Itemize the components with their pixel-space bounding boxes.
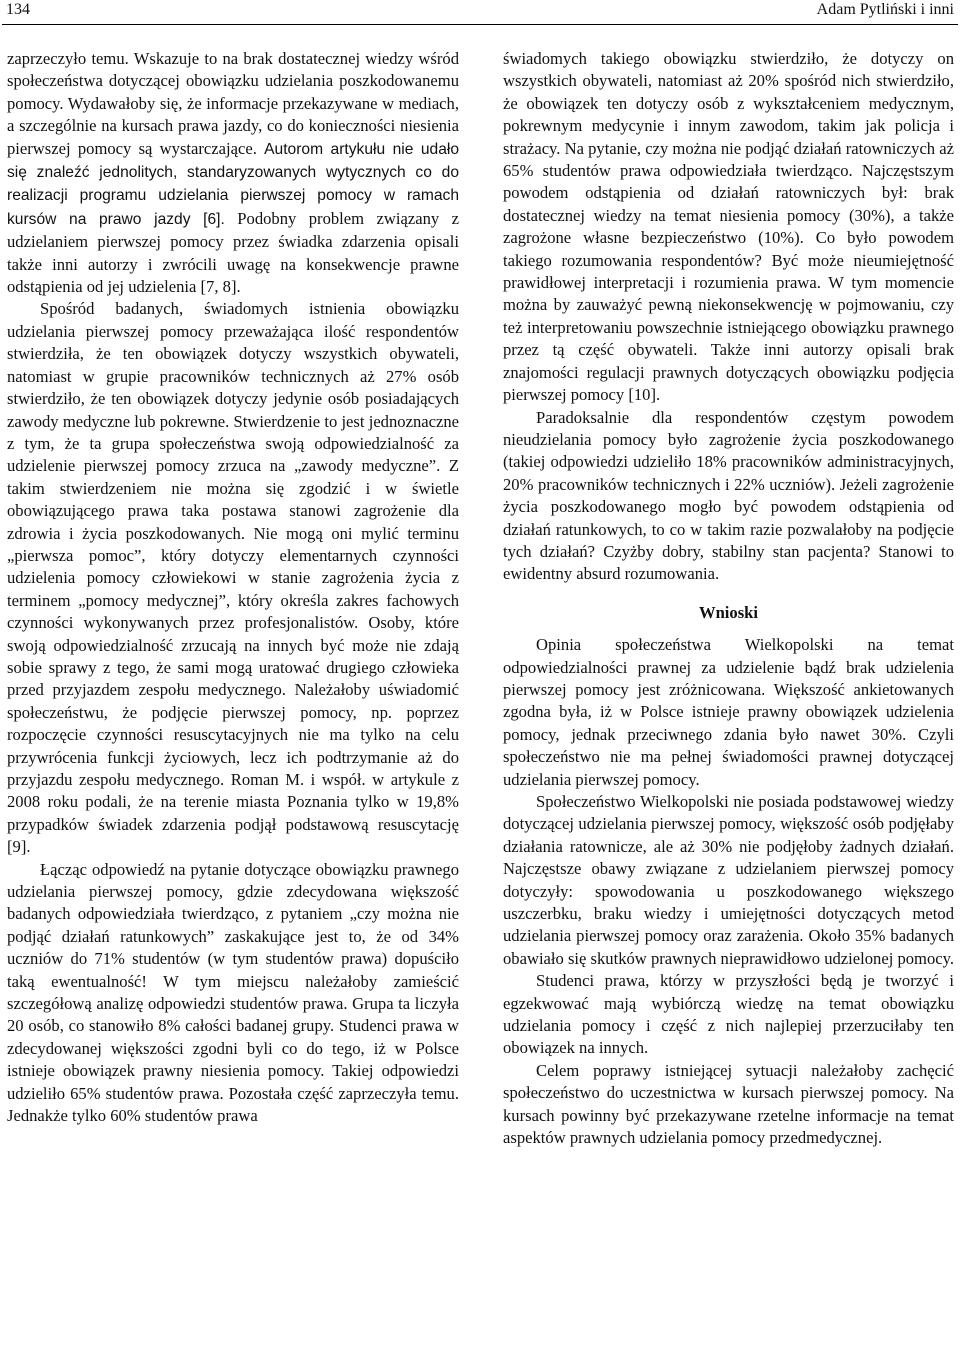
- page-number: 134: [6, 1, 30, 18]
- paragraph: [7, 48, 459, 298]
- paragraph-text: zaprzeczyło temu. Wskazuje to na brak dostatecznej wiedzy wśród społeczeństwa dotyczącej obowiązku udzielania poszkodowanemu pomocy. Wydawałoby się, że informacje przekazywane w mediach, a szczególnie na kursach prawa jazdy, co do konieczności niesienia pierwszej pomocy są wystarczające.: [7, 49, 459, 158]
- paragraph: Celem poprawy istniejącej sytuacji należałoby zachęcić społeczeństwo do uczestnictwa w kursach pierwszej pomocy. Na kursach powinny być przekazywane rzetelne informacje na temat aspektów prawnych udzielania pomocy przedmedycznej.: [503, 1060, 954, 1148]
- paragraph: Paradoksalnie dla respondentów częstym powodem nieudzielania pomocy było zagrożenie życia poszkodowanego (takiej odpowiedzi udzieliło 18% pracowników administracyjnych, 20% pracowników technicznych i 22% uczniów). Jeżeli zagrożenie życia poszkodowanego mogło być powodem odstąpienia od działań ratunkowych, to co w takim razie pozwalałoby na podjęcie tych działań? Czyżby dobry, stabilny stan pacjenta? Stanowi to ewidentny absurd rozumowania.: [503, 407, 954, 584]
- paragraph: Spośród badanych, świadomych istnienia obowiązku udzielania pierwszej pomocy przeważająca ilość respondentów stwierdziła, że ten obowiązek dotyczy wszystkich obywateli, natomiast w grupie pracowników technicznych aż 27% osób stwierdziło, że ten obowiązek dotyczy jedynie osób posiadających zawody medyczne lub pokrewne. Stwierdzenie to jest jednoznaczne z tym, że ta grupa społeczeństwa swoją odpowiedzialność za udzielenie pierwszej pomocy zrzuca na „zawody medyczne”. Z takim stwierdzeniem nie można się zgodzić i w świetle obowiązującego prawa taka postawa stanowi zagrożenie dla zdrowia i życia poszkodowanych. Nie mogą oni mylić terminu „pierwsza pomoc”, który dotyczy elementarnych czynności udzielenia pomocy człowiekowi w stanie zagrożenia życia z terminem „pomocy medycznej”, który określa zakres fachowych czynności wykonywanych przez profesjonalistów. Osoby, które swoją odpowiedzialność zrzucają na innych być może nie zdają sobie sprawy z tego, że sami mogą uratować drugiego człowieka przed przyjazdem zespołu medycznego. Należałoby uświadomić społeczeństwu, że podjęcie pierwszej pomocy, np. poprzez rozpoczęcie czynności resuscytacyjnych nie ma tylko na celu przywrócenia funkcji życiowych, lecz ich podtrzymanie aż do przyjazdu zespołu medycznego. Roman M. i współ. w artykule z 2008 roku podali, że na terenie miasta Poznania tylko w 19,8% przypadków świadek zdarzenia podjął podstawową resuscytację [9].: [7, 299, 459, 857]
- header-rule: [2, 24, 958, 25]
- left-column: [7, 48, 459, 1128]
- paragraph: Łącząc odpowiedź na pytanie dotyczące obowiązku prawnego udzielania pierwszej pomocy, gdzie zdecydowana większość badanych odpowiedziała twierdząco, z pytaniem „czy można nie podjąć działań ratunkowych” zaskakujące jest to, że od 34% uczniów do 71% studentów (w tym studentów prawa) dopuściło taką ewentualność! W tym miejscu należałoby zamieścić szczegółową analizę odpowiedzi studentów prawa. Grupa ta liczyła 20 osób, co stanowiło 8% całości badanej grupy. Studenci prawa w zdecydowanej większości zgodni byli co do tego, iż w Polsce istnieje obowiązek prawny niesienia pomocy. Takiej odpowiedzi udzieliło 65% studentów prawa. Pozostała część zaprzeczyła temu. Jednakże tylko 60% studentów prawa: [7, 859, 459, 1126]
- paragraph: świadomych takiego obowiązku stwierdziło, że dotyczy on wszystkich obywateli, natomiast aż 20% spośród nich stwierdziło, że obowiązek ten dotyczy osób z wykształceniem medycznym, pokrewnym medycynie i innym zawodom, takim jak policja i strażacy. Na pytanie, czy można nie podjąć działań ratowniczych aż 65% studentów prawa odpowiedziała twierdząco. Najczęstszym powodem odstąpienia od działań ratowniczych był: brak dostatecznej wiedzy na temat niesienia pomocy (30%), a także zagrożone własne bezpieczeństwo (10%). Co było powodem takiego rozumowania respondentów? Być może nieumiejętność prawidłowej interpretacji i rozumienia prawa. W tym momencie można by zauważyć pewną niekonsekwencję w pojmowaniu, czy też interpretowaniu powszechnie istniejącego obowiązku prawnego przez tą część obywateli. Także inni autorzy opisali brak znajomości regulacji prawnych dotyczących obowiązku podjęcia pierwszej pomocy [10].: [503, 49, 954, 405]
- running-header: [6, 0, 954, 20]
- running-header-authors: Adam Pytliński i inni: [816, 1, 954, 18]
- paragraph: Społeczeństwo Wielkopolski nie posiada podstawowej wiedzy dotyczącej udzielania pierwszej pomocy, większość osób podjęłaby działania ratownicze, ale aż 30% nie podjęłoby żadnych działań. Najczęstsze obawy związane z udzielaniem pierwszej pomocy dotyczyły: spowodowania u poszkodowanego większego uszczerbku, braku wiedzy i umiejętności dotyczących metod udzielania pierwszej pomocy oraz zarażenia. Około 35% badanych obawiało się skutków prawnych nieprawidłowo udzielonej pomocy.: [503, 792, 954, 968]
- paragraph-text: Podobny problem związany z udzielaniem pierwszej pomocy przez świadka zdarzenia opisali także inni autorzy i zwrócili uwagę na konsekwencje prawne odstąpienia od jej udzielenia [7, 8].: [7, 208, 459, 297]
- paragraph: Opinia społeczeństwa Wielkopolski na temat odpowiedzialności prawnej za udzielenie bądź brak udzielenia pierwszej pomocy jest zróżnicowana. Większość ankietowanych zgodna była, iż w Polsce istnieje prawny obowiązek udzielenia pomocy, jednak przeciwnego zdania było nawet 30%. Czyli społeczeństwo nie ma pełnej świadomości prawnej dotyczącej udzielania pierwszej pomocy.: [503, 635, 954, 789]
- section-heading: Wnioski: [698, 602, 759, 622]
- right-column: [503, 48, 954, 1150]
- paragraph: Studenci prawa, którzy w przyszłości będą je tworzyć i egzekwować mają wybiórczą wiedzę na temat obowiązku udzielania pomocy i część z nich najlepiej przerzuciłaby ten obowiązek na innych.: [503, 971, 954, 1058]
- paragraph-text-sans: Autorom artykułu nie udało się znaleźć jednolitych, standaryzowanych wytycznych co do realizacji programu udzielania pierwszej pomocy w ramach kursów na prawo jazdy [6].: [7, 140, 459, 228]
